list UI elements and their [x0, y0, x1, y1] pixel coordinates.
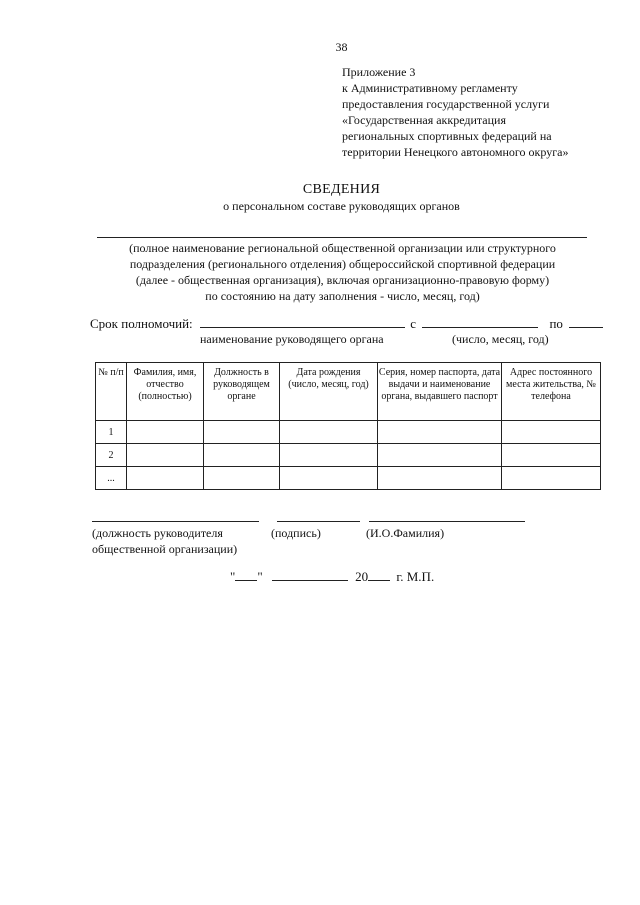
table-cell[interactable] — [502, 444, 601, 467]
table-cell[interactable] — [127, 467, 204, 490]
organization-desc-line: по состоянию на дату заполнения - число, месяц, год) — [205, 289, 480, 303]
annex-line: Приложение 3 — [342, 65, 416, 79]
column-header-number: № п/п — [96, 363, 127, 421]
stamp-suffix: г. М.П. — [396, 569, 435, 584]
table-cell[interactable] — [280, 444, 378, 467]
organization-desc-line: (полное наименование региональной общественной организации или структурного — [129, 241, 556, 255]
term-start-field[interactable] — [422, 317, 538, 328]
document-subtitle: о персональном составе руководящих органов — [223, 199, 460, 213]
quote-open: " — [230, 569, 236, 584]
name-signature-line[interactable] — [369, 521, 525, 522]
position-label — [92, 525, 237, 557]
term-to-label: по — [549, 316, 563, 331]
organization-desc-line: (далее - общественная организация), включая организационно-правовую форму) — [135, 273, 550, 287]
term-row — [90, 316, 603, 332]
members-table — [95, 362, 601, 490]
column-header-address: Адрес постоянного места жительства, № телефона — [502, 363, 601, 421]
annex-block — [342, 64, 632, 160]
name-label: (И.О.Фамилия) — [366, 526, 445, 540]
term-label: Срок полномочий: — [90, 316, 193, 331]
table-row — [96, 421, 601, 444]
annex-line: предоставления государственной услуги — [342, 97, 550, 111]
column-header-birthdate: Дата рождения (число, месяц, год) — [280, 363, 378, 421]
table-header-row — [96, 363, 601, 421]
column-header-passport: Серия, номер паспорта, дата выдачи и наименование органа, выдавшего паспорт — [378, 363, 502, 421]
table-cell[interactable] — [204, 421, 280, 444]
organization-desc-line: подразделения (регионального отделения) общероссийской спортивной федерации — [129, 257, 556, 271]
table-cell[interactable] — [127, 421, 204, 444]
year-field[interactable] — [368, 570, 390, 581]
organization-name-line — [97, 237, 587, 238]
term-body-hint: наименование руководящего органа — [200, 332, 384, 346]
quote-close: " — [257, 569, 263, 584]
term-from-label: с — [410, 316, 416, 331]
table-cell[interactable] — [280, 421, 378, 444]
row-number: ... — [96, 467, 127, 490]
annex-line: территории Ненецкого автономного округа» — [342, 145, 569, 159]
position-signature-line[interactable] — [92, 521, 259, 522]
year-prefix: 20 — [355, 569, 369, 584]
column-header-fullname: Фамилия, имя, отчество (полностью) — [127, 363, 204, 421]
term-end-field[interactable] — [569, 317, 603, 328]
column-header-position: Должность в руководящем органе — [204, 363, 280, 421]
position-label-line: общественной организации) — [92, 542, 238, 556]
month-field[interactable] — [272, 570, 348, 581]
date-stamp-row — [230, 569, 434, 585]
signature-label: (подпись) — [271, 526, 321, 540]
page-number: 38 — [335, 40, 348, 54]
term-date-hint: (число, месяц, год) — [452, 332, 549, 346]
body-name-field[interactable] — [200, 317, 405, 328]
row-number: 1 — [96, 421, 127, 444]
table-cell[interactable] — [280, 467, 378, 490]
table-cell[interactable] — [204, 444, 280, 467]
table-row — [96, 444, 601, 467]
document-title: СВЕДЕНИЯ — [302, 182, 381, 197]
table-cell[interactable] — [502, 421, 601, 444]
signature-line[interactable] — [277, 521, 360, 522]
table-cell[interactable] — [378, 421, 502, 444]
annex-line: региональных спортивных федераций на — [342, 129, 552, 143]
table-cell[interactable] — [127, 444, 204, 467]
table-cell[interactable] — [204, 467, 280, 490]
table-cell[interactable] — [378, 444, 502, 467]
table-cell[interactable] — [378, 467, 502, 490]
annex-line: «Государственная аккредитация — [342, 113, 506, 127]
position-label-line: (должность руководителя — [92, 526, 223, 540]
day-field[interactable] — [235, 570, 257, 581]
row-number: 2 — [96, 444, 127, 467]
organization-description — [90, 240, 595, 304]
annex-line: к Административному регламенту — [342, 81, 518, 95]
table-cell[interactable] — [502, 467, 601, 490]
table-row — [96, 467, 601, 490]
